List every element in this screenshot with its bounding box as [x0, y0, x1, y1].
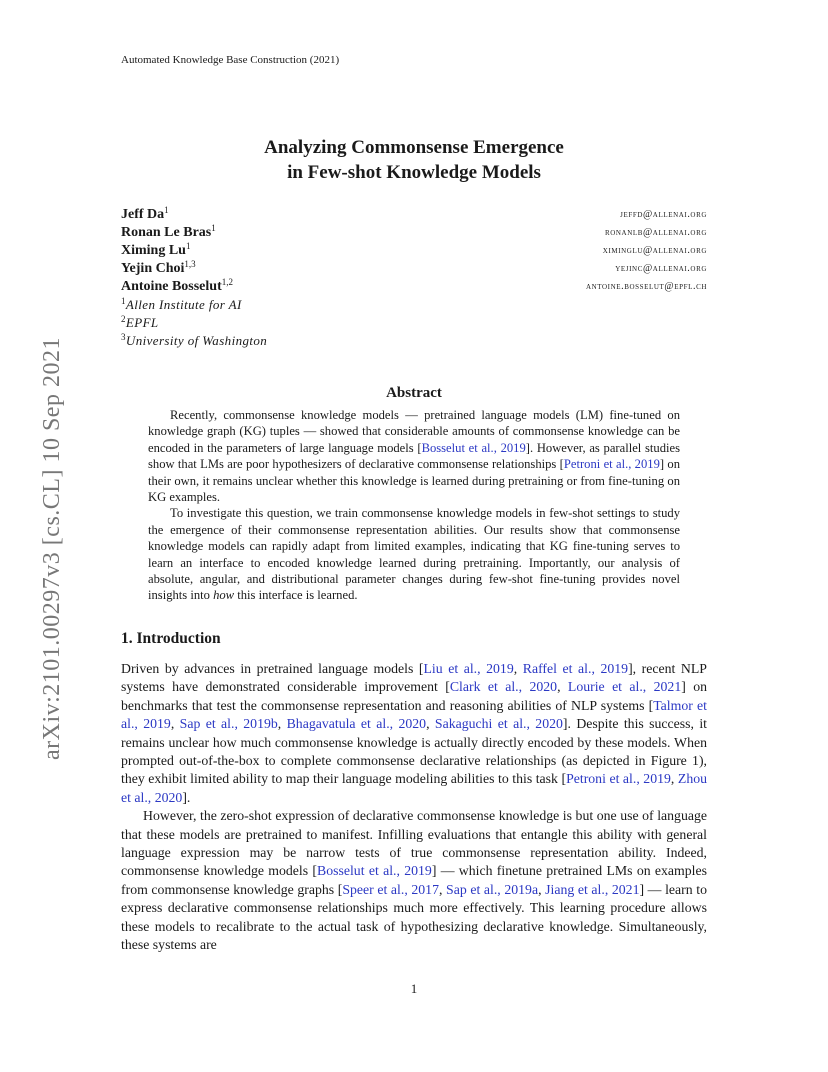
text-run: Recently, commonsense knowledge models — pretrained language models (LM) fine-tuned on knowledge graph (KG) tuples — showed that considerable amounts of commonsense knowledge can be encoded in the parameters of large language models [	[148, 408, 680, 455]
text-run: ] on their own, it remains unclear whether this knowledge is learned during pretraining or from fine-tuning on KG examples.	[148, 457, 680, 505]
citation-link[interactable]: Speer et al., 2017	[342, 881, 439, 897]
text-run: ,	[277, 716, 287, 732]
citation-link[interactable]: Talmor et al., 2019	[121, 697, 707, 732]
text-run: ,	[170, 716, 180, 732]
text-run: ] — which finetune pretrained LMs on examples from commonsense knowledge graphs [	[121, 863, 708, 897]
text-run: ] on benchmarks that test the commonsense representation and reasoning abilities of NLP systems [	[121, 679, 708, 713]
citation-link[interactable]: Clark et al., 2020	[449, 679, 558, 695]
author-block	[121, 207, 707, 351]
title-line-2: in Few-shot Knowledge Models	[287, 162, 541, 183]
paragraph	[148, 505, 680, 603]
citation-link[interactable]: Lourie et al., 2021	[567, 679, 682, 695]
text-run: ,	[438, 881, 447, 897]
citation-link[interactable]: Bhagavatula et al., 2020	[286, 716, 427, 732]
citation-link[interactable]: Jiang et al., 2021	[545, 881, 640, 897]
text-run: However, the zero-shot expression of declarative commonsense knowledge is but one use of language that these models are pretrained to manifest. Infilling evaluations that entangle this ability with general language expression may be narrow tests of true commonsense representation ability. Indeed, commonsense knowledge models [	[121, 808, 707, 879]
author-row	[121, 207, 707, 225]
author-row	[121, 243, 707, 261]
text-run: ,	[557, 679, 568, 695]
citation-link[interactable]: Sap et al., 2019a	[446, 881, 539, 897]
page-number: 1	[410, 981, 418, 996]
emphasis-text: how	[213, 588, 235, 603]
affiliation: $^1$Allen Institute for AI	[121, 296, 242, 312]
citation-link[interactable]: Bosselut et al., 2019	[317, 863, 432, 879]
paragraph	[121, 807, 707, 954]
affiliation: $^2$EPFL	[121, 314, 159, 330]
author-email: yejinc@allenai.org	[615, 263, 707, 274]
venue-header: Automated Knowledge Base Construction (2021)	[121, 54, 340, 66]
arxiv-stamp: arXiv:2101.00297v3 [cs.CL] 10 Sep 2021	[39, 337, 65, 760]
section-heading: 1. Introduction	[121, 630, 221, 647]
author-row	[121, 225, 707, 243]
author-email: antoine.bosselut@epfl.ch	[585, 281, 707, 292]
author-name: Yejin Choi$^{1,3}$	[121, 259, 196, 276]
text-run: ,	[670, 771, 678, 787]
citation-link[interactable]: Sap et al., 2019b	[179, 716, 278, 732]
author-row	[121, 279, 707, 297]
citation-link[interactable]: Liu et al., 2019	[423, 661, 514, 676]
text-run: ,	[538, 881, 546, 897]
author-name: Jeff Da$^1$	[121, 205, 169, 222]
author-email: jeffd@allenai.org	[620, 209, 707, 220]
introduction-body	[121, 660, 707, 955]
text-run: Driven by advances in pretrained language models [	[121, 661, 424, 676]
author-row	[121, 261, 707, 279]
text-run: ], recent NLP systems have demonstrated considerable improvement [	[121, 661, 707, 695]
text-run: ,	[426, 716, 435, 732]
author-email: ximinglu@allenai.org	[602, 245, 707, 256]
text-run: ] — learn to express declarative commonsense relationships much more effectively. This learning procedure allows these models to recalibrate to the actual task of hypothesizing declarative knowledge. Simultaneously, these systems are	[121, 881, 707, 953]
citation-link[interactable]: Petroni et al., 2019	[566, 771, 671, 787]
text-run: ]. However, as parallel studies show that LMs are poor hypothesizers of declarative commonsense relationships [	[148, 440, 680, 472]
citation-link[interactable]: Bosselut et al., 2019	[421, 440, 526, 455]
affiliation: $^3$University of Washington	[121, 332, 268, 348]
citation-link[interactable]: Raffel et al., 2019	[522, 661, 629, 676]
author-name: Antoine Bosselut$^{1,2}$	[121, 277, 233, 294]
paragraph	[121, 660, 707, 807]
text-run: ]. Despite this success, it remains unclear how much commonsense knowledge is actually directly encoded by these models. When prompted out-of-the-box to complete commonsense declarative relationships (as depicted in Figure 1), they exhibit limited ability to map their language modeling abilities to this task [	[121, 716, 707, 787]
author-name: Ronan Le Bras$^1$	[121, 223, 216, 240]
paragraph	[148, 407, 680, 505]
author-email: ronanlb@allenai.org	[604, 227, 707, 238]
text-run: ].	[182, 789, 191, 805]
citation-link[interactable]: Sakaguchi et al., 2020	[434, 716, 563, 732]
author-name: Ximing Lu$^1$	[121, 241, 191, 258]
citation-link[interactable]: Zhou et al., 2020	[121, 771, 708, 805]
abstract-heading: Abstract	[386, 385, 442, 401]
abstract-body	[148, 407, 680, 604]
title-line-1: Analyzing Commonsense Emergence	[264, 137, 564, 158]
text-run: this interface is learned.	[234, 588, 358, 603]
paper-title	[121, 135, 707, 185]
citation-link[interactable]: Petroni et al., 2019	[563, 457, 660, 472]
text-run: ,	[513, 661, 523, 676]
text-run: To investigate this question, we train commonsense knowledge models in few-shot settings to study the emergence of their commonsense representation abilities. Our results show that commonsense knowledge models can rapidly adapt from limited examples, indicating that KG fine-tuning serves to learn an interface to encoded knowledge learned during pretraining. Importantly, our analysis of absolute, angular, and distributional parameter changes during few-shot fine-tuning provides novel insights into	[148, 506, 680, 603]
